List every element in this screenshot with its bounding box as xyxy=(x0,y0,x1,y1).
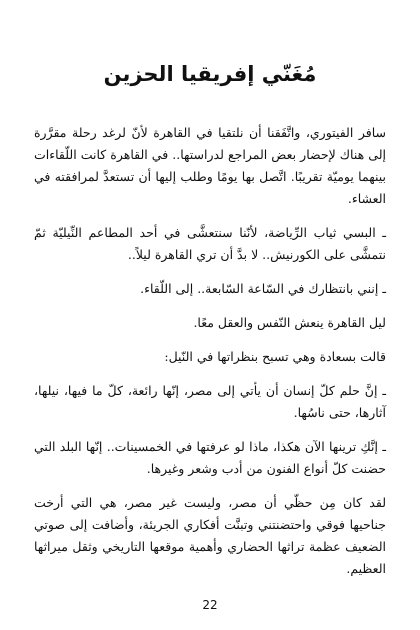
paragraph: قالت بسعادة وهي تسبح بنظراتها في النّيل: xyxy=(164,349,386,364)
chapter-body xyxy=(34,122,386,592)
paragraph: سافر الفيتوري، واتَّفَقنا أن نلتقيا في القاهرة لأنّ لرغد رحلة مقرَّرة إلى هناك لإحضار بعض المراجع لدراستها.. في القاهرة كانت اللّقاءات بينهما يوميّة تقريبًا. اتَّصل بها يومًا وطلب إليها أن تستعدَّ لمرافقته في العشاء. xyxy=(34,125,386,206)
page-number: 22 xyxy=(202,598,218,612)
chapter-title: مُغَنّي إفريقيا الحزين xyxy=(103,62,317,86)
paragraph: ـ البسي ثياب الرِّياضة، لأنّنا سنتعشَّى في أحد المطاعم النِّيليّة ثمّ نتمشَّى على الكورنيش.. لا بدَّ أن تري القاهرة ليلاً.. xyxy=(34,225,386,262)
paragraph: ليل القاهرة ينعش النّفس والعقل معًا. xyxy=(193,315,386,330)
paragraph: ـ إنني بانتظارك في السّاعة السّابعة.. إلى اللّقاء. xyxy=(140,281,386,296)
paragraph: لقد كان مِن حظّي أن مصر، وليست غير مصر، هي التي أرخت جناحيها فوقي واحتضنتني وتبنَّت أفكاري الجريئة، وأضافت إلى صوتي الضعيف عظمة تراثها الحضاري وأهمية موقعها التاريخي وثقل ميراثها العظيم. xyxy=(34,495,386,576)
paragraph: ـ إنَّكِ ترينها الآن هكذا، ماذا لو عرفتها في الخمسينات.. إنّها البلد التي حضنت كلّ أنواع الفنون من أدب وشعر وغيرها. xyxy=(34,439,386,476)
paragraph: ـ إنَّ حلم كلّ إنسان أن يأتي إلى مصر، إنّها رائعة، كلّ ما فيها، نيلها، آثارها، حتى ناسُها. xyxy=(34,383,386,420)
